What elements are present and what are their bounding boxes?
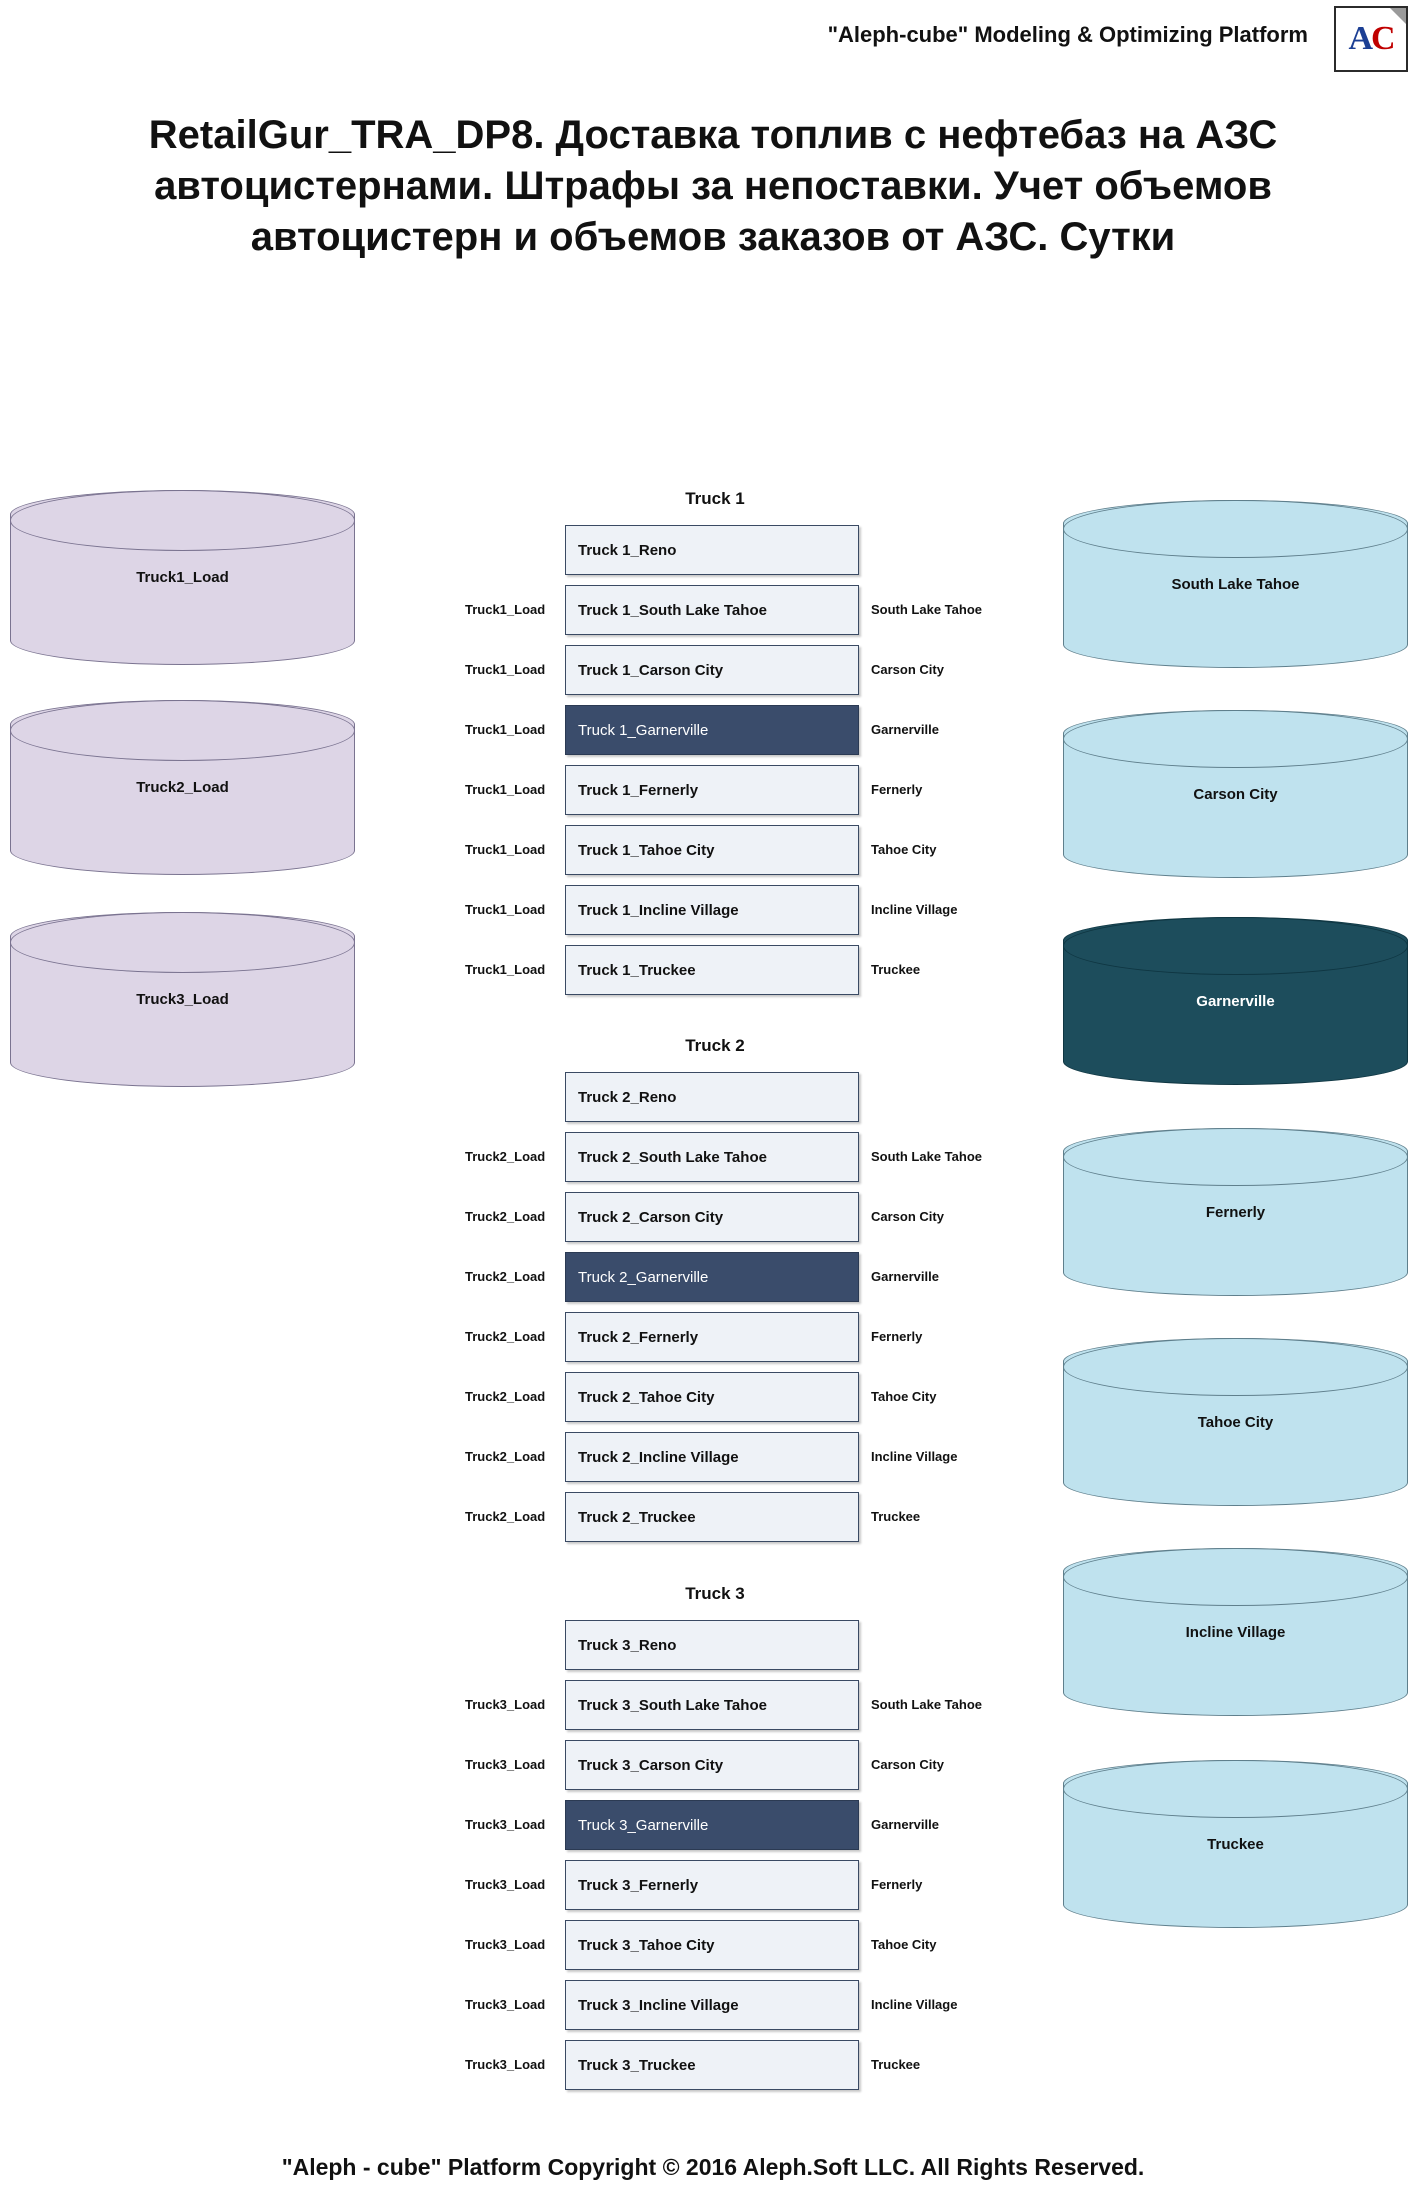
row-station-label: Carson City	[871, 1209, 944, 1224]
station-cylinder-label: Garnerville	[1196, 992, 1275, 1010]
truck-route-row	[465, 645, 944, 695]
truck-route-row	[465, 1680, 982, 1730]
truck-route-row	[465, 1980, 958, 2030]
station-cylinder[interactable]	[1063, 1128, 1408, 1296]
station-cylinder[interactable]	[1063, 710, 1408, 878]
station-cylinder-label: Truckee	[1207, 1835, 1264, 1853]
row-station-label: Garnerville	[871, 1269, 939, 1284]
load-cylinder-label: Truck1_Load	[136, 569, 229, 586]
row-load-label: Truck1_Load	[465, 722, 546, 737]
route-box[interactable]: Truck 1_Truckee	[565, 945, 859, 995]
route-box-selected[interactable]: Truck 2_Garnerville	[565, 1252, 859, 1302]
row-station-label: Tahoe City	[871, 1937, 937, 1952]
truck-route-row	[465, 1252, 939, 1302]
row-load-label: Truck3_Load	[465, 1877, 546, 1892]
truck-route-row	[465, 1920, 937, 1970]
truck-route-row	[465, 705, 939, 755]
row-load-label: Truck1_Load	[465, 902, 546, 917]
load-cylinder-label: Truck2_Load	[136, 779, 229, 796]
row-load-label: Truck2_Load	[465, 1209, 546, 1224]
truck-route-row	[465, 825, 937, 875]
route-box[interactable]: Truck 3_Reno	[565, 1620, 859, 1670]
route-box[interactable]: Truck 1_Reno	[565, 525, 859, 575]
route-box[interactable]: Truck 1_Tahoe City	[565, 825, 859, 875]
truck-route-row	[465, 1492, 921, 1542]
row-load-label	[465, 1072, 565, 1122]
station-cylinder-label: South Lake Tahoe	[1171, 575, 1300, 593]
route-box[interactable]: Truck 2_South Lake Tahoe	[565, 1132, 859, 1182]
row-load-label: Truck2_Load	[465, 1509, 546, 1524]
row-load-label: Truck1_Load	[465, 782, 546, 797]
station-cylinder-label: Tahoe City	[1197, 1413, 1274, 1431]
logo-letter-c-icon: C	[1371, 20, 1394, 57]
row-load-label: Truck1_Load	[465, 662, 546, 677]
row-station-label: Tahoe City	[871, 1389, 937, 1404]
row-station-label: Truckee	[871, 1509, 921, 1524]
load-cylinder-label: Truck3_Load	[136, 991, 229, 1008]
load-cylinder[interactable]	[10, 490, 355, 665]
row-load-label: Truck2_Load	[465, 1329, 546, 1344]
route-box[interactable]: Truck 2_Carson City	[565, 1192, 859, 1242]
truck-group-title: Truck 3	[685, 1584, 745, 1603]
truck-route-row	[465, 885, 958, 935]
route-box-selected[interactable]: Truck 3_Garnerville	[565, 1800, 859, 1850]
route-box[interactable]: Truck 3_Incline Village	[565, 1980, 859, 2030]
row-load-label: Truck2_Load	[465, 1269, 546, 1284]
truck-route-row	[565, 525, 859, 575]
station-cylinder-label: Fernerly	[1205, 1203, 1266, 1221]
row-load-label: Truck3_Load	[465, 1997, 546, 2012]
row-load-label	[465, 1620, 565, 1670]
row-load-label: Truck2_Load	[465, 1149, 546, 1164]
truck-route-row	[465, 1192, 944, 1242]
route-box[interactable]: Truck 1_Carson City	[565, 645, 859, 695]
truck-route-row	[465, 1132, 982, 1182]
route-box[interactable]: Truck 2_Reno	[565, 1072, 859, 1122]
truck-group-title: Truck 2	[685, 1036, 745, 1055]
row-load-label: Truck1_Load	[465, 842, 546, 857]
row-station-label: Carson City	[871, 1757, 944, 1772]
route-box[interactable]: Truck 2_Truckee	[565, 1492, 859, 1542]
row-station-label: Fernerly	[871, 1877, 923, 1892]
station-cylinder-selected[interactable]	[1063, 917, 1408, 1085]
truck-route-row	[465, 1800, 939, 1850]
row-load-label: Truck3_Load	[465, 1757, 546, 1772]
station-cylinder[interactable]	[1063, 1548, 1408, 1716]
row-station-label: Incline Village	[871, 902, 958, 917]
row-station-label: Incline Village	[871, 1449, 958, 1464]
row-load-label: Truck3_Load	[465, 1817, 546, 1832]
route-box[interactable]: Truck 1_South Lake Tahoe	[565, 585, 859, 635]
aleph-cube-logo	[1334, 6, 1408, 72]
truck-route-row	[465, 1312, 923, 1362]
row-station-label: Garnerville	[871, 722, 939, 737]
header-bar	[0, 0, 1426, 78]
row-station-label: Tahoe City	[871, 842, 937, 857]
route-box[interactable]: Truck 1_Incline Village	[565, 885, 859, 935]
truck-route-row	[465, 585, 982, 635]
route-box[interactable]: Truck 1_Fernerly	[565, 765, 859, 815]
load-cylinder[interactable]	[10, 912, 355, 1087]
station-cylinder-label: Incline Village	[1185, 1623, 1286, 1641]
row-station-label: Fernerly	[871, 782, 923, 797]
row-load-label: Truck2_Load	[465, 1449, 546, 1464]
row-station-label: South Lake Tahoe	[871, 602, 982, 617]
row-load-label: Truck1_Load	[465, 602, 546, 617]
row-load-label: Truck3_Load	[465, 1937, 546, 1952]
station-cylinder[interactable]	[1063, 1338, 1408, 1506]
row-station-label: Fernerly	[871, 1329, 923, 1344]
route-box[interactable]: Truck 2_Incline Village	[565, 1432, 859, 1482]
row-load-label: Truck1_Load	[465, 962, 546, 977]
row-station-label: Truckee	[871, 2057, 921, 2072]
row-station-label: South Lake Tahoe	[871, 1697, 982, 1712]
row-load-label	[465, 525, 565, 575]
truck-route-row	[465, 765, 923, 815]
row-load-label: Truck3_Load	[465, 1697, 546, 1712]
row-station-label: Truckee	[871, 962, 921, 977]
row-station-label: South Lake Tahoe	[871, 1149, 982, 1164]
route-box[interactable]: Truck 2_Tahoe City	[565, 1372, 859, 1422]
logo-letter-a-icon: A	[1348, 20, 1371, 57]
truck-route-row	[465, 1372, 937, 1422]
row-station-label: Garnerville	[871, 1817, 939, 1832]
route-box[interactable]: Truck 2_Fernerly	[565, 1312, 859, 1362]
load-cylinder[interactable]	[10, 700, 355, 875]
route-box[interactable]: Truck 3_Tahoe City	[565, 1920, 859, 1970]
row-load-label: Truck3_Load	[465, 2057, 546, 2072]
truck-route-row	[465, 945, 921, 995]
route-box[interactable]: Truck 3_South Lake Tahoe	[565, 1680, 859, 1730]
truck-route-row	[565, 1072, 859, 1122]
row-load-label: Truck2_Load	[465, 1389, 546, 1404]
page-title: RetailGur_TRA_DP8. Доставка топлив с нефтебаз на АЗС автоцистернами. Штрафы за непоставки. Учет объемов автоцистерн и объемов заказов от АЗС. Сутки	[148, 113, 1278, 260]
logo-corner-fold-icon	[1390, 8, 1406, 24]
row-station-label: Incline Village	[871, 1997, 958, 2012]
platform-title: "Aleph-cube" Modeling & Optimizing Platform	[827, 22, 1308, 47]
station-cylinder[interactable]	[1063, 1760, 1408, 1928]
station-cylinder-label: Carson City	[1193, 785, 1278, 803]
truck-route-row	[565, 1620, 859, 1670]
truck-group-title: Truck 1	[685, 489, 745, 508]
truck-route-row	[465, 1432, 958, 1482]
route-box[interactable]: Truck 3_Truckee	[565, 2040, 859, 2090]
station-cylinder[interactable]	[1063, 500, 1408, 668]
row-station-label: Carson City	[871, 662, 944, 677]
truck-route-row	[465, 1860, 923, 1910]
truck-route-row	[465, 2040, 921, 2090]
footer-copyright: "Aleph - cube" Platform Copyright © 2016 Aleph.Soft LLC. All Rights Reserved.	[281, 2154, 1145, 2180]
truck-route-row	[465, 1740, 944, 1790]
route-box-selected[interactable]: Truck 1_Garnerville	[565, 705, 859, 755]
route-box[interactable]: Truck 3_Fernerly	[565, 1860, 859, 1910]
route-box[interactable]: Truck 3_Carson City	[565, 1740, 859, 1790]
